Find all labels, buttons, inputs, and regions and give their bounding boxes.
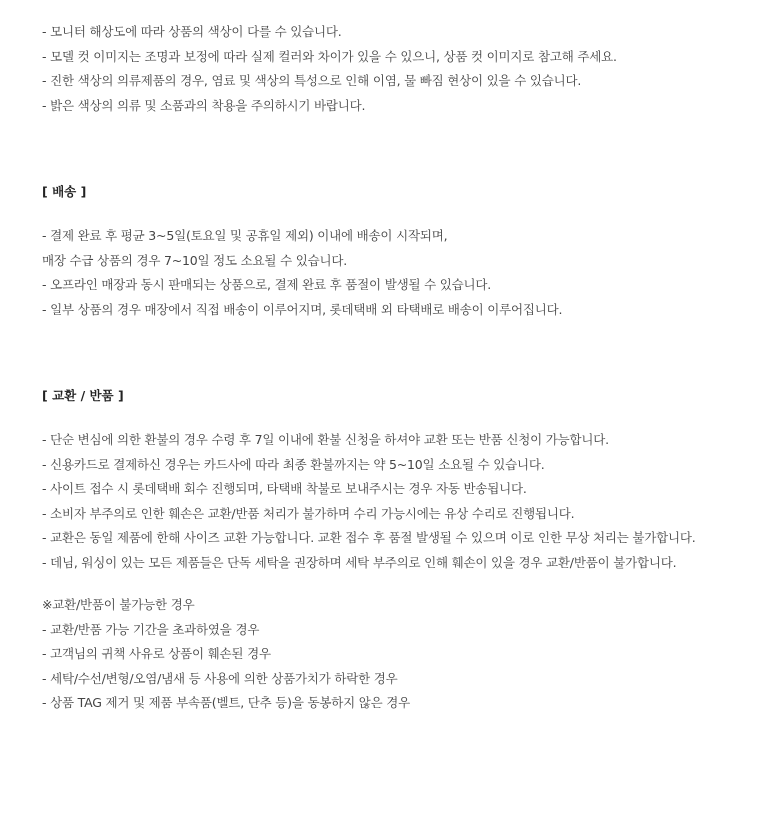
- exchange-line: - 소비자 부주의로 인한 훼손은 교환/반품 처리가 불가하며 수리 가능시에는 유상 수리로 진행됩니다.: [42, 505, 575, 521]
- product-info-notice: [42, 20, 772, 716]
- shipping-line: - 오프라인 매장과 동시 판매되는 상품으로, 결제 완료 후 품절이 발생될 수 있습니다.: [42, 277, 492, 292]
- exchange-line: - 단순 변심에 의한 환불의 경우 수령 후 7일 이내에 환불 신청을 하셔야 교환 또는 반품 신청이 가능합니다.: [42, 432, 609, 447]
- notice-line: - 진한 색상의 의류제품의 경우, 염료 및 색상의 특성으로 인해 이염, 물 빠짐 현상이 있을 수 있습니다.: [42, 73, 582, 88]
- notice-line: - 모델 컷 이미지는 조명과 보정에 따라 실제 컬러와 차이가 있을 수 있으니, 상품 컷 이미지로 참고해 주세요.: [42, 48, 617, 64]
- shipping-line: - 결제 완료 후 평균 3~5일(토요일 및 공휴일 제외) 이내에 배송이 시작되며,: [42, 228, 448, 243]
- unavailable-line: - 고객님의 귀책 사유로 상품이 훼손된 경우: [42, 646, 271, 661]
- shipping-heading: [ 배송 ]: [42, 184, 87, 199]
- unavailable-line: - 세탁/수선/변형/오염/냄새 등 사용에 의한 상품가치가 하락한 경우: [42, 670, 398, 686]
- shipping-line: - 일부 상품의 경우 매장에서 직접 배송이 이루어지며, 롯데택배 외 타택배로 배송이 이루어집니다.: [42, 301, 563, 317]
- notice-line: - 모니터 해상도에 따라 상품의 색상이 다를 수 있습니다.: [42, 24, 342, 39]
- exchange-line: - 교환은 동일 제품에 한해 사이즈 교환 가능합니다. 교환 접수 후 품절 발생될 수 있으며 이로 인한 무상 처리는 불가합니다.: [42, 530, 696, 545]
- unavailable-line: - 교환/반품 가능 기간을 초과하였을 경우: [42, 621, 260, 637]
- unavailable-title: ※교환/반품이 불가능한 경우: [42, 597, 195, 612]
- shipping-line: 매장 수급 상품의 경우 7~10일 정도 소요될 수 있습니다.: [42, 252, 347, 268]
- exchange-heading: [ 교환 / 반품 ]: [42, 388, 124, 403]
- exchange-line: - 사이트 접수 시 롯데택배 회수 진행되며, 타택배 착불로 보내주시는 경우 자동 반송됩니다.: [42, 481, 527, 496]
- notice-line: - 밝은 색상의 의류 및 소품과의 착용을 주의하시기 바랍니다.: [42, 97, 366, 113]
- exchange-line: - 신용카드로 결제하신 경우는 카드사에 따라 최종 환불까지는 약 5~10일 소요될 수 있습니다.: [42, 456, 545, 472]
- exchange-line: - 데님, 워싱이 있는 모든 제품들은 단독 세탁을 권장하며 세탁 부주의로 인해 훼손이 있을 경우 교환/반품이 불가합니다.: [42, 554, 677, 570]
- color-notice-section: [42, 20, 772, 118]
- shipping-section: [42, 180, 772, 322]
- exchange-return-section: [42, 384, 772, 716]
- unavailable-line: - 상품 TAG 제거 및 제품 부속품(벨트, 단추 등)을 동봉하지 않은 경우: [42, 695, 411, 710]
